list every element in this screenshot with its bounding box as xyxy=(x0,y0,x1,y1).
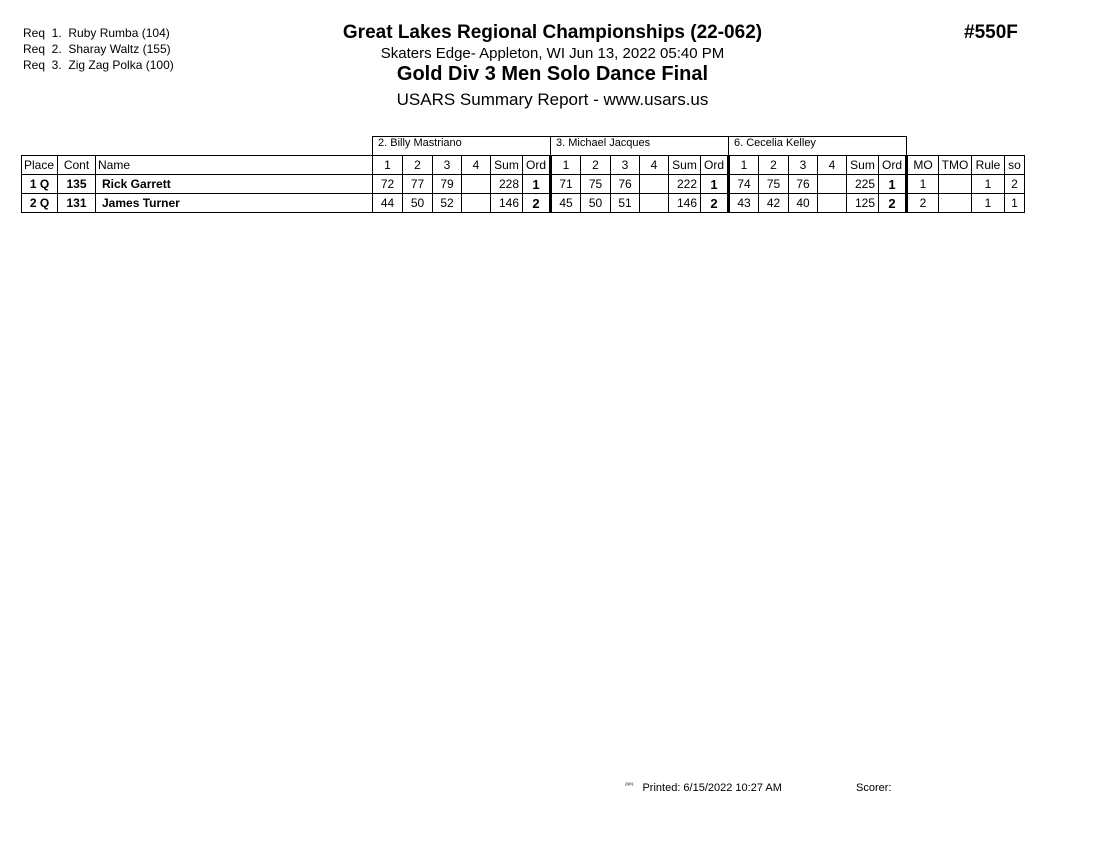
requirements-list xyxy=(23,25,174,73)
scorer-label: Scorer: xyxy=(856,782,892,794)
score-cell: 74 xyxy=(729,175,759,194)
competition-title: Great Lakes Regional Championships (22-062) xyxy=(342,22,763,43)
mo-cell: 1 xyxy=(907,175,939,194)
mo-cell: 2 xyxy=(907,194,939,213)
table-row xyxy=(22,175,1025,194)
cont-cell: 131 xyxy=(58,194,96,213)
judges-row xyxy=(22,137,1025,156)
col-j1-score-1: 1 xyxy=(373,156,403,175)
footer-mark: ²³⁰³ xyxy=(625,783,634,789)
col-j2-sum: Sum xyxy=(669,156,701,175)
report-title: USARS Summary Report - www.usars.us xyxy=(396,90,709,109)
ordinal-cell: 1 xyxy=(701,175,729,194)
col-j2-score-3: 3 xyxy=(611,156,640,175)
score-cell xyxy=(818,194,847,213)
col-tmo: TMO xyxy=(939,156,972,175)
judge-3-name: 6. Cecelia Kelley xyxy=(729,137,907,156)
ordinal-cell: 1 xyxy=(523,175,551,194)
col-j3-score-2: 2 xyxy=(759,156,789,175)
ordinal-cell: 2 xyxy=(879,194,907,213)
requirement-1: Req 1. Ruby Rumba (104) xyxy=(23,26,170,40)
score-cell: 52 xyxy=(433,194,462,213)
col-j2-score-1: 1 xyxy=(551,156,581,175)
col-j3-score-4: 4 xyxy=(818,156,847,175)
place-cell: 2 Q xyxy=(22,194,58,213)
cont-cell: 135 xyxy=(58,175,96,194)
col-mo: MO xyxy=(907,156,939,175)
col-j1-score-4: 4 xyxy=(462,156,491,175)
col-j3-sum: Sum xyxy=(847,156,879,175)
score-cell: 51 xyxy=(611,194,640,213)
score-cell: 72 xyxy=(373,175,403,194)
sum-cell: 125 xyxy=(847,194,879,213)
ordinal-cell: 1 xyxy=(879,175,907,194)
col-j1-ord: Ord xyxy=(523,156,551,175)
score-cell xyxy=(462,194,491,213)
event-title: Gold Div 3 Men Solo Dance Final xyxy=(396,63,709,85)
rule-cell: 1 xyxy=(972,194,1005,213)
col-j3-score-3: 3 xyxy=(789,156,818,175)
score-cell: 40 xyxy=(789,194,818,213)
col-j2-ord: Ord xyxy=(701,156,729,175)
col-j1-score-2: 2 xyxy=(403,156,433,175)
col-so: so xyxy=(1005,156,1025,175)
score-cell: 75 xyxy=(581,175,611,194)
requirement-2: Req 2. Sharay Waltz (155) xyxy=(23,42,171,56)
results-table xyxy=(21,136,1025,213)
col-place: Place xyxy=(22,156,58,175)
score-cell xyxy=(818,175,847,194)
sum-cell: 146 xyxy=(669,194,701,213)
score-cell: 79 xyxy=(433,175,462,194)
skater-name-cell: Rick Garrett xyxy=(96,175,373,194)
rule-cell: 1 xyxy=(972,175,1005,194)
sum-cell: 146 xyxy=(491,194,523,213)
col-j3-score-1: 1 xyxy=(729,156,759,175)
score-cell: 76 xyxy=(611,175,640,194)
tmo-cell xyxy=(939,194,972,213)
ordinal-cell: 2 xyxy=(701,194,729,213)
score-cell xyxy=(462,175,491,194)
score-cell: 42 xyxy=(759,194,789,213)
col-j2-score-2: 2 xyxy=(581,156,611,175)
score-cell xyxy=(640,175,669,194)
score-cell: 50 xyxy=(403,194,433,213)
score-cell xyxy=(640,194,669,213)
col-rule: Rule xyxy=(972,156,1005,175)
score-cell: 45 xyxy=(551,194,581,213)
score-cell: 77 xyxy=(403,175,433,194)
printed-info xyxy=(625,782,782,794)
col-j2-score-4: 4 xyxy=(640,156,669,175)
table-row xyxy=(22,194,1025,213)
col-j1-sum: Sum xyxy=(491,156,523,175)
col-j3-ord: Ord xyxy=(879,156,907,175)
score-cell: 44 xyxy=(373,194,403,213)
requirement-3: Req 3. Zig Zag Polka (100) xyxy=(23,58,174,72)
col-cont: Cont xyxy=(58,156,96,175)
score-cell: 71 xyxy=(551,175,581,194)
column-header-row xyxy=(22,156,1025,175)
judge-2-name: 3. Michael Jacques xyxy=(551,137,729,156)
sum-cell: 222 xyxy=(669,175,701,194)
location-datetime: Skaters Edge- Appleton, WI Jun 13, 2022 05:40 PM xyxy=(380,45,725,62)
score-cell: 50 xyxy=(581,194,611,213)
place-cell: 1 Q xyxy=(22,175,58,194)
so-cell: 2 xyxy=(1005,175,1025,194)
score-cell: 75 xyxy=(759,175,789,194)
skater-name-cell: James Turner xyxy=(96,194,373,213)
col-name: Name xyxy=(96,156,373,175)
ordinal-cell: 2 xyxy=(523,194,551,213)
score-cell: 43 xyxy=(729,194,759,213)
score-cell: 76 xyxy=(789,175,818,194)
event-number: #550F xyxy=(964,22,1018,43)
so-cell: 1 xyxy=(1005,194,1025,213)
tmo-cell xyxy=(939,175,972,194)
sum-cell: 225 xyxy=(847,175,879,194)
col-j1-score-3: 3 xyxy=(433,156,462,175)
printed-date: Printed: 6/15/2022 10:27 AM xyxy=(642,782,782,794)
sum-cell: 228 xyxy=(491,175,523,194)
judge-1-name: 2. Billy Mastriano xyxy=(373,137,551,156)
